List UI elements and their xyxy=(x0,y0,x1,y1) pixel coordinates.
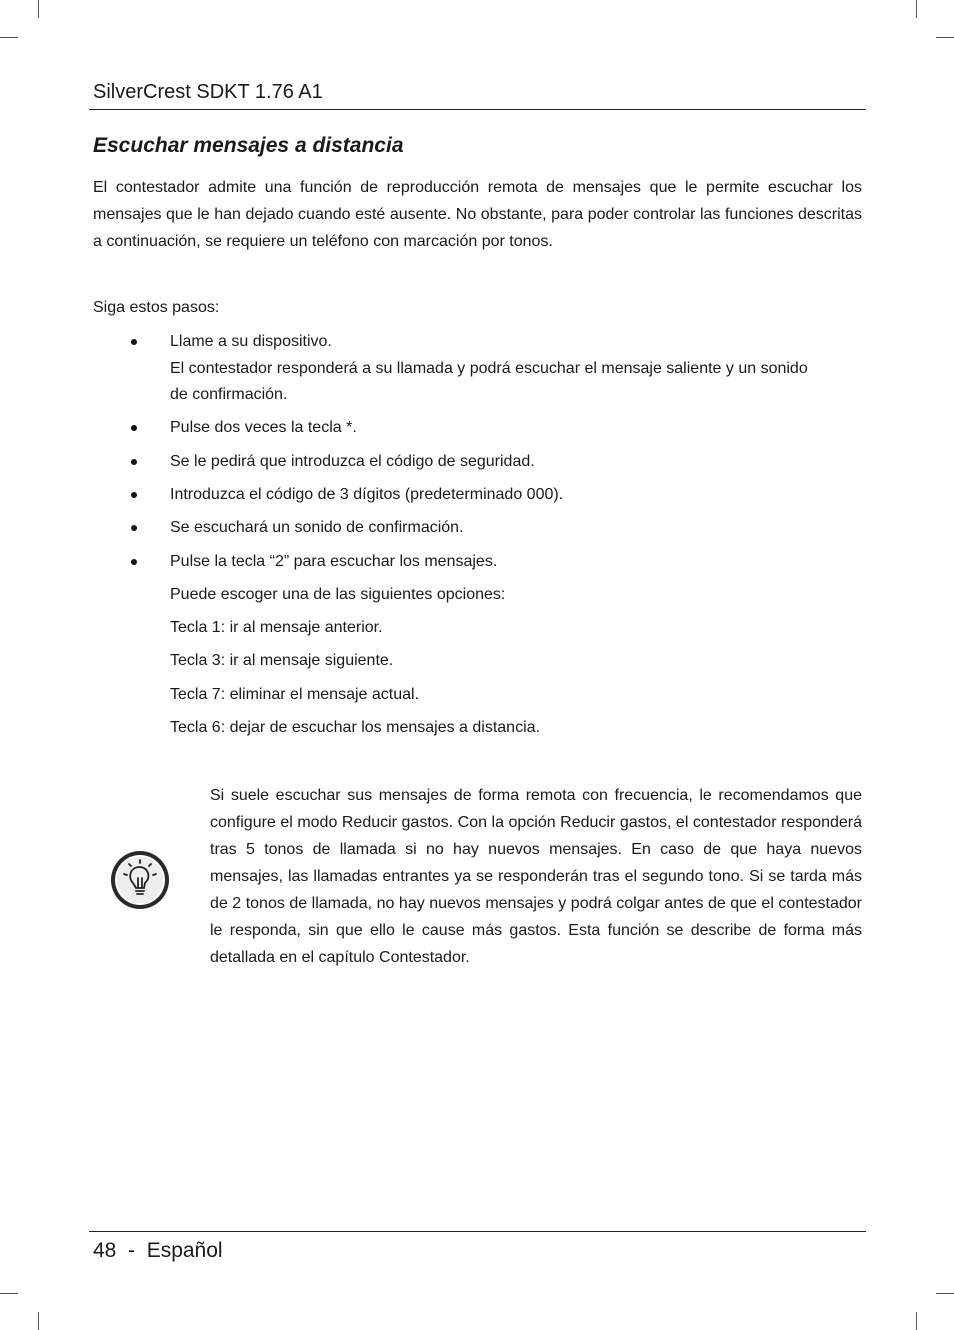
bullet-icon xyxy=(131,492,137,498)
bullet-icon xyxy=(131,459,137,465)
bullet-icon xyxy=(131,425,137,431)
steps-label: Siga estos pasos: xyxy=(93,299,220,316)
bullet-icon xyxy=(131,339,137,345)
lightbulb-icon xyxy=(109,849,171,911)
section-title: Escuchar mensajes a distancia xyxy=(93,134,404,157)
bullet-icon xyxy=(131,525,137,531)
crop-mark xyxy=(38,1312,39,1330)
options-label: Puede escoger una de las siguientes opciones: xyxy=(170,586,506,603)
option-item: Tecla 1: ir al mensaje anterior. xyxy=(170,619,383,636)
crop-mark xyxy=(38,0,39,18)
step-item: Se le pedirá que introduzca el código de seguridad. xyxy=(170,453,535,470)
option-item: Tecla 3: ir al mensaje siguiente. xyxy=(170,652,394,669)
header-divider xyxy=(89,109,866,110)
crop-mark xyxy=(936,1293,954,1294)
step-item: Llame a su dispositivo. xyxy=(170,333,332,350)
step-item: Se escuchará un sonido de confirmación. xyxy=(170,519,464,536)
crop-mark xyxy=(916,0,917,18)
crop-mark xyxy=(0,37,18,38)
crop-mark xyxy=(0,1293,18,1294)
option-item: Tecla 6: dejar de escuchar los mensajes a distancia. xyxy=(170,719,540,736)
header-title: SilverCrest SDKT 1.76 A1 xyxy=(93,81,323,103)
bullet-icon xyxy=(131,559,137,565)
step-detail-line: El contestador responderá a su llamada y podrá escuchar el mensaje saliente y un sonido xyxy=(170,360,808,377)
option-item: Tecla 7: eliminar el mensaje actual. xyxy=(170,686,420,703)
page-footer: 48 - Español xyxy=(93,1239,223,1262)
step-item: Introduzca el código de 3 dígitos (predeterminado 000). xyxy=(170,486,564,503)
tip-paragraph: Si suele escuchar sus mensajes de forma remota con frecuencia, le recomendamos que configure el modo Reducir gastos. Con la opción Reducir gastos, el contestador responderá tras 5 tonos de llamada si no hay nuevos mensajes. En caso de que haya nuevos mensajes, las llamadas entrantes ya se responderán tras el segundo tono. Si se tarda más de 2 tonos de llamada, no hay nuevos mensajes y podrá colgar antes de que el contestador le responda, sin que ello le cause más gastos. Esta función se describe de forma más detallada en el capítulo Contestador. xyxy=(210,787,862,966)
crop-mark xyxy=(916,1312,917,1330)
step-item: Pulse la tecla “2” para escuchar los mensajes. xyxy=(170,553,498,570)
intro-paragraph: El contestador admite una función de reproducción remota de mensajes que le permite escuchar los mensajes que le han dejado cuando esté ausente. No obstante, para poder controlar las funciones descritas a continuación, se requiere un teléfono con marcación por tonos. xyxy=(93,179,862,250)
step-item: Pulse dos veces la tecla *. xyxy=(170,419,357,436)
crop-mark xyxy=(936,37,954,38)
footer-divider xyxy=(89,1231,866,1232)
step-detail-line: de confirmación. xyxy=(170,386,288,403)
